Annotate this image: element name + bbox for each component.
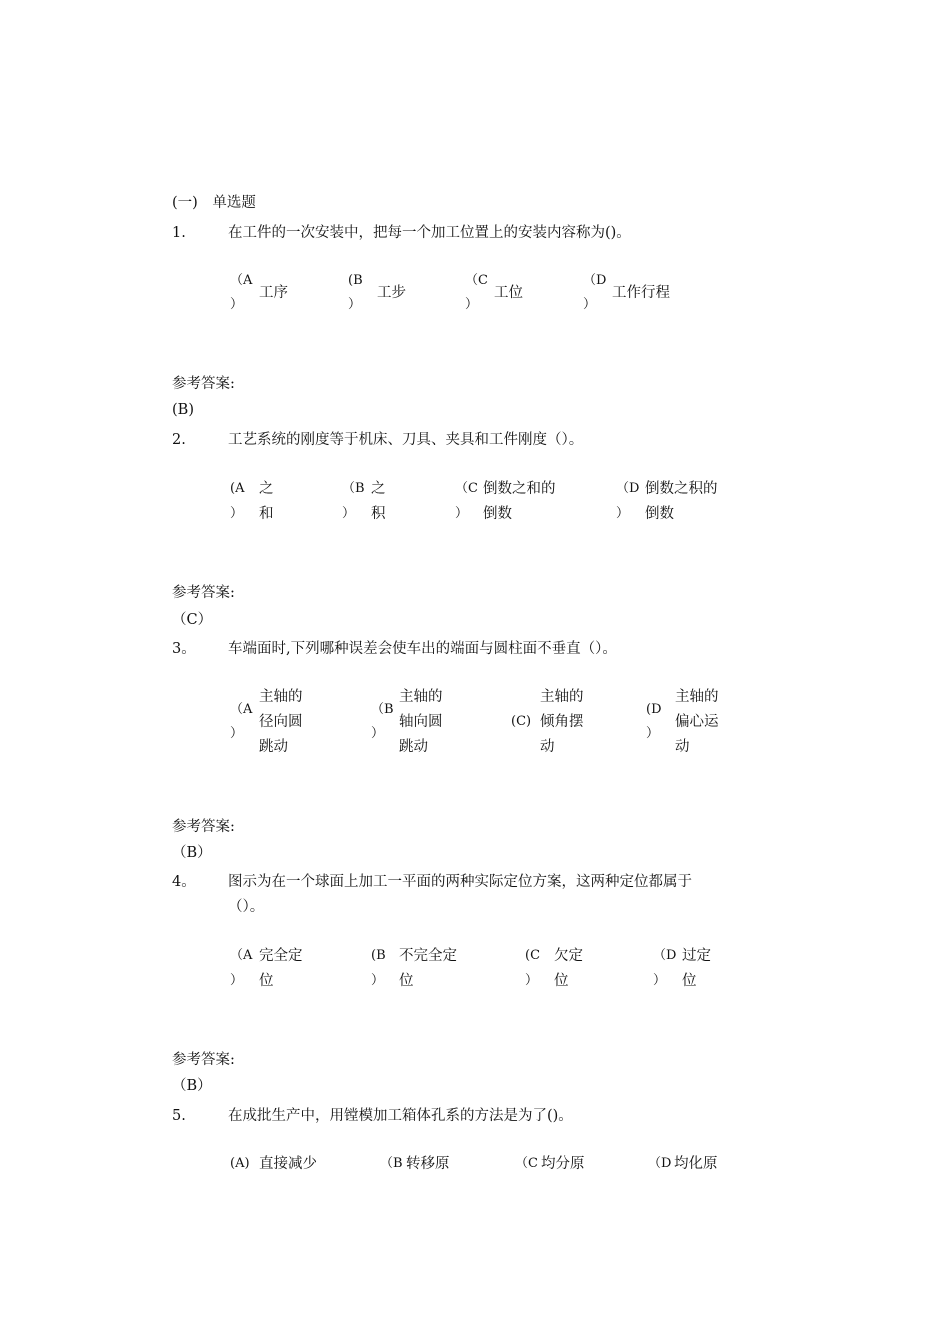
option-text: 倾角摆 (540, 714, 584, 730)
option-label: （C (455, 481, 478, 496)
option-text: 动 (540, 739, 555, 755)
option-label: （D (648, 1156, 672, 1171)
option-text: 之 (371, 481, 386, 497)
option-text: 跳动 (259, 739, 288, 755)
question-text: 图示为在一个球面上加工一平面的两种实际定位方案，这两种定位都属于 (228, 874, 692, 890)
option-label: ） (230, 973, 244, 988)
option-text: 主轴的 (399, 689, 443, 705)
option-text: 工位 (494, 285, 523, 301)
option-text: 完全定 (259, 948, 303, 964)
option-label: (D (646, 702, 662, 717)
option-text: 积 (371, 506, 386, 522)
question-text-continued: （）。 (228, 899, 265, 915)
option-label: (C (525, 948, 541, 963)
option-text: 工作行程 (612, 285, 670, 301)
option-label: ） (371, 973, 385, 988)
answer-value: （C） (172, 612, 213, 628)
option-label: （D (583, 273, 607, 288)
question-number: 3。 (172, 641, 196, 657)
answer-value: （B） (172, 845, 212, 861)
answer-label: 参考答案: (172, 1052, 235, 1068)
option-text: 倒数之积的 (645, 481, 718, 497)
option-text: 和 (259, 506, 274, 522)
option-text: 之 (259, 481, 274, 497)
option-label: ） (230, 726, 244, 741)
option-text: 主轴的 (259, 689, 303, 705)
question-number: 1. (172, 225, 186, 241)
option-text: 位 (259, 973, 274, 989)
answer-label: 参考答案: (172, 376, 235, 392)
option-text: 主轴的 (540, 689, 584, 705)
option-text: 直接减少 (259, 1156, 317, 1172)
option-text: 均化原 (674, 1156, 718, 1172)
option-text: 倒数 (483, 506, 512, 522)
option-text: 工序 (259, 285, 288, 301)
question-number: 2. (172, 432, 186, 448)
option-label: ） (230, 506, 244, 521)
option-label: （A (230, 702, 253, 717)
option-label: ） (465, 297, 479, 312)
question-text: 在工件的一次安装中，把每一个加工位置上的安装内容称为()。 (228, 225, 631, 241)
option-text: 位 (399, 973, 414, 989)
option-label: （B (342, 481, 365, 496)
option-label: (A) (230, 1156, 250, 1171)
option-text: 主轴的 (675, 689, 719, 705)
option-text: 不完全定 (399, 948, 457, 964)
question-number: 5. (172, 1108, 186, 1124)
option-label: (A (230, 481, 245, 496)
option-label: ） (583, 297, 597, 312)
question-text: 工艺系统的刚度等于机床、刀具、夹具和工件刚度（）。 (228, 432, 584, 448)
option-label: ） (230, 297, 244, 312)
option-label: ） (342, 506, 356, 521)
option-label: (B (348, 273, 363, 288)
option-text: 偏心运 (675, 714, 719, 730)
option-text: 倒数 (645, 506, 674, 522)
option-text: 转移原 (406, 1156, 450, 1172)
option-label: （C (465, 273, 488, 288)
answer-value: （B） (172, 1078, 212, 1094)
option-text: 轴向圆 (399, 714, 443, 730)
option-text: 动 (675, 739, 690, 755)
option-label: ） (348, 297, 362, 312)
section-title: (一) 单选题 (172, 195, 256, 211)
option-label: (C) (511, 714, 532, 729)
option-label: (B (371, 948, 386, 963)
option-label: （A (230, 948, 253, 963)
option-text: 过定 (682, 948, 711, 964)
answer-label: 参考答案: (172, 819, 235, 835)
option-text: 跳动 (399, 739, 428, 755)
option-label: ） (653, 973, 667, 988)
option-text: 位 (554, 973, 569, 989)
question-text: 车端面时,下列哪种误差会使车出的端面与圆柱面不垂直（）。 (228, 641, 617, 657)
option-text: 均分原 (541, 1156, 585, 1172)
option-text: 欠定 (554, 948, 583, 964)
option-label: （D (653, 948, 677, 963)
option-label: （D (616, 481, 640, 496)
option-label: （B (380, 1156, 403, 1171)
option-label: ） (646, 726, 660, 741)
answer-label: 参考答案: (172, 585, 235, 601)
option-label: ） (525, 973, 539, 988)
option-text: 工步 (377, 285, 406, 301)
option-label: （A (230, 273, 253, 288)
option-label: ） (455, 506, 469, 521)
option-label: （B (371, 702, 394, 717)
option-text: 径向圆 (259, 714, 303, 730)
option-label: （C (515, 1156, 538, 1171)
answer-value: (B) (172, 402, 194, 418)
question-number: 4。 (172, 874, 196, 890)
option-text: 倒数之和的 (483, 481, 556, 497)
option-label: ） (371, 726, 385, 741)
question-text: 在成批生产中，用镗模加工箱体孔系的方法是为了()。 (228, 1108, 573, 1124)
option-text: 位 (682, 973, 697, 989)
option-label: ） (616, 506, 630, 521)
